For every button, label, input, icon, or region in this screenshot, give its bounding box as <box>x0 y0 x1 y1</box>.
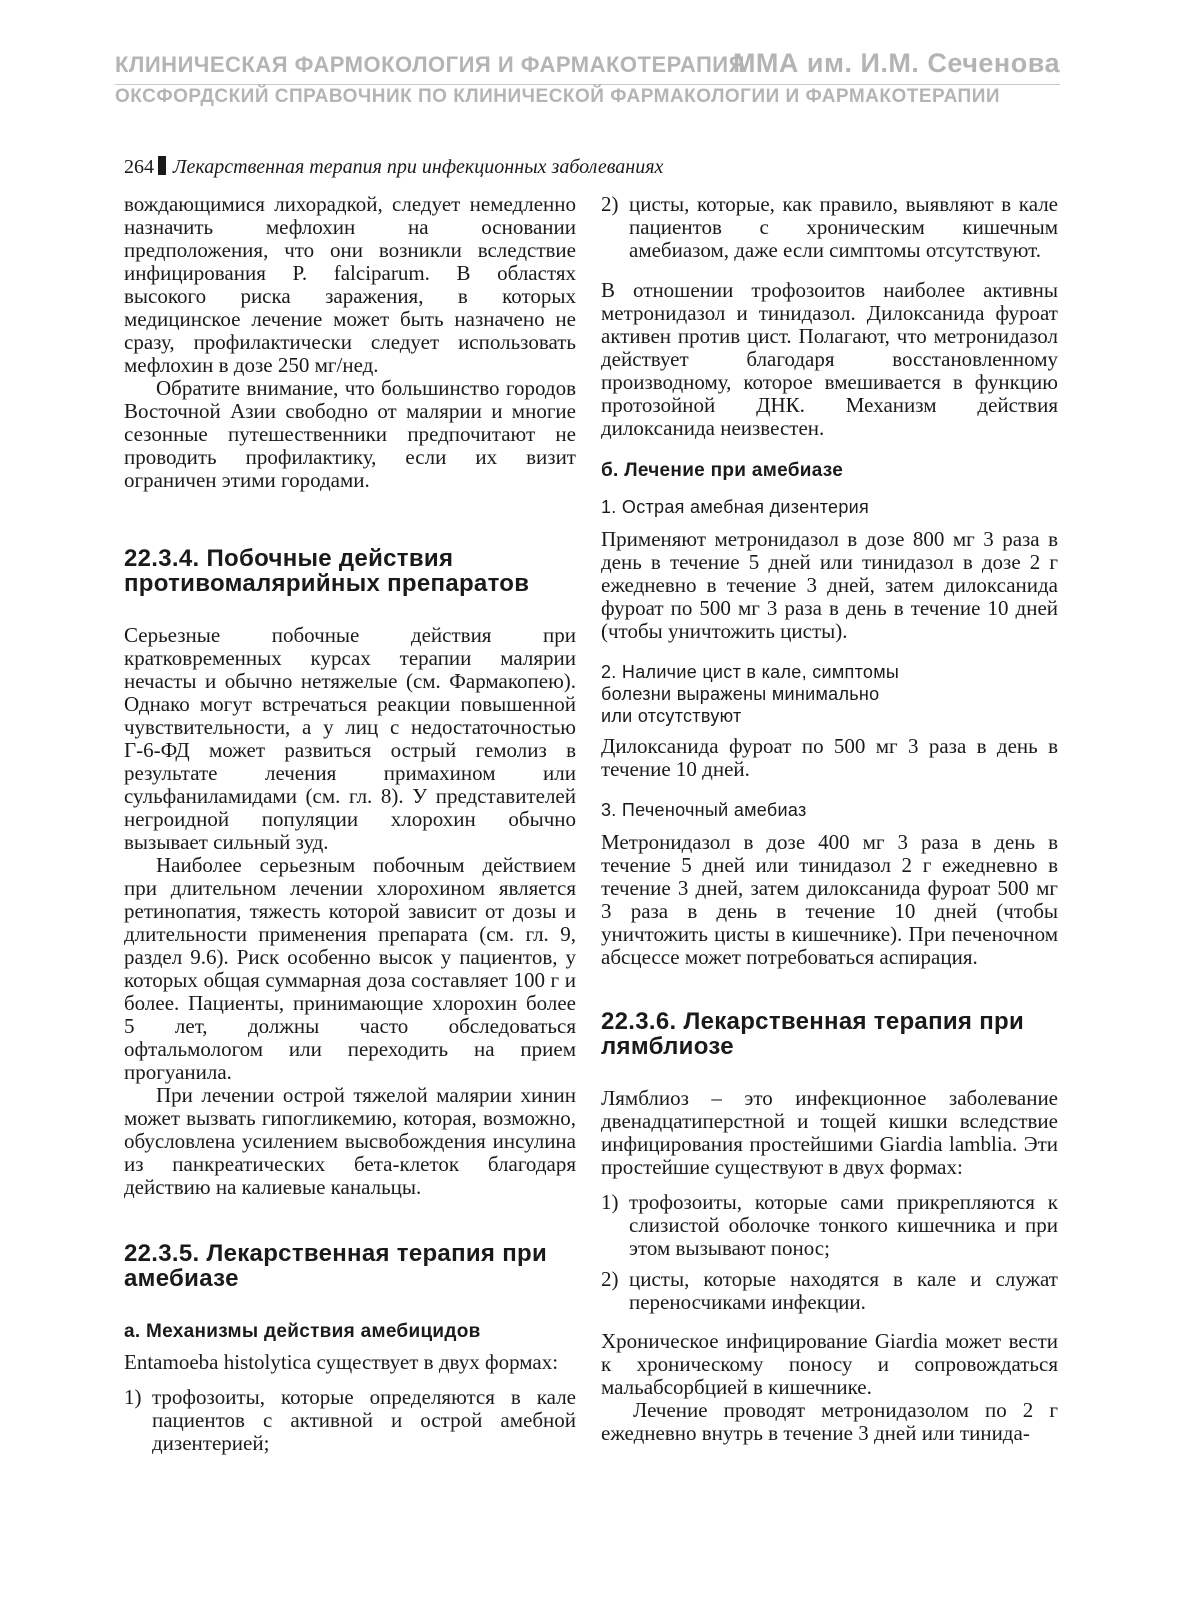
list-text: цисты, которые находятся в кале и служат переносчиками инфекции. <box>629 1267 1058 1314</box>
header-book-title: ОКСФОРДСКИЙ СПРАВОЧНИК ПО КЛИНИЧЕСКОЙ ФАРМАКОЛОГИИ И ФАРМАКОТЕРАПИИ <box>115 86 1001 107</box>
list-item <box>601 1268 1058 1314</box>
paragraph: Метронидазол в дозе 400 мг 3 раза в день в течение 5 дней или тинидазол 2 г ежедневно в течение 3 дней, затем дилоксанида фуроат 500 мг 3 раза в день в течение 10 дней (чтобы уничтожить цисты в кишечнике). При печеночном абсцессе может потребоваться аспирация. <box>601 830 1058 969</box>
list-text: трофозоиты, которые сами прикрепляются к слизистой оболочке тонкого кишечника и при этом вызывают понос; <box>629 1190 1058 1260</box>
paragraph: В отношении трофозоитов наиболее активны метронидазол и тинидазол. Дилоксанида фуроат активен против цист. Полагают, что метронидазол действует благодаря восстановленному производному, которое вмешивается в функцию протозойной ДНК. Механизм действия дилоксанида неизвестен. <box>601 278 1058 440</box>
list-number: 2) <box>601 192 619 216</box>
list-item <box>601 193 1058 262</box>
list-number: 1) <box>124 1385 142 1409</box>
numbered-heading: 1. Острая амебная дизентерия <box>601 497 870 517</box>
paragraph: Серьезные побочные действия при кратковременных курсах терапии малярии нечасты и обычно нетяжелые (см. Фармакопею). Однако могут встречаться реакции повышенной чувствительности, а у лиц с недостаточностью Г-6-ФД может развиться острый гемолиз в результате лечения примахином или сульфаниламидами (см. гл. 8). У представителей негроидной популяции хлорохин обычно вызывает сильный зуд. <box>124 623 576 854</box>
section-heading-22-3-6: 22.3.6. Лекарственная терапия при лямблиозе <box>601 1008 1025 1060</box>
paragraph: Применяют метронидазол в дозе 800 мг 3 раза в день в течение 5 дней или тинидазол в дозе 2 г ежедневно в течение 3 дней, затем дилоксанида фуроат по 500 мг 3 раза в день в течение 10 дней (чтобы уничтожить цисты). <box>601 527 1058 643</box>
running-head <box>124 156 663 179</box>
numbered-heading-line: болезни выражены минимально <box>601 684 880 704</box>
paragraph: Хроническое инфицирование Giardia может вести к хроническому поносу и сопровождаться мальабсорбцией в кишечнике. <box>601 1329 1058 1399</box>
list-text: цисты, которые, как правило, выявляют в кале пациентов с хроническим кишечным амебиазом, даже если симптомы отсутствуют. <box>629 192 1058 262</box>
list-number: 1) <box>601 1190 619 1214</box>
paragraph: Лечение проводят метронидазолом по 2 г ежедневно внутрь в течение 3 дней или тинида- <box>601 1398 1058 1445</box>
running-head-marker <box>158 156 166 175</box>
paragraph: вождающимися лихорадкой, следует немедленно назначить мефлохин на основании предположения, что они возникли вследствие инфицирования P. falciparum. В областях высокого риска заражения, в которых медицинское лечение может быть назначено не сразу, профилактически следует использовать мефлохин в дозе 250 мг/нед. <box>124 192 576 377</box>
header-course-title: КЛИНИЧЕСКАЯ ФАРМОКОЛОГИЯ И ФАРМАКОТЕРАПИЯ <box>115 52 745 77</box>
numbered-heading <box>601 661 1058 727</box>
paragraph: Лямблиоз – это инфекционное заболевание двенадцатиперстной и тощей кишки вследствие инфицирования простейшими Giardia lamblia. Эти простейшие существуют в двух формах: <box>601 1086 1058 1179</box>
paragraph: Обратите внимание, что большинство городов Восточной Азии свободно от малярии и многие сезонные путешественники предпочитают не проводить профилактику, если их визит ограничен этими городами. <box>124 376 576 492</box>
paragraph: Наиболее серьезным побочным действием при длительном лечении хлорохином является ретинопатия, тяжесть которой зависит от дозы и длительности применения препарата (см. гл. 9, раздел 9.6). Риск особенно высок у пациентов, у которых общая суммарная доза составляет 100 г и более. Пациенты, принимающие хлорохин более 5 лет, должны часто обследоваться офтальмологом или переходить на прием прогуанила. <box>124 853 576 1084</box>
list-item <box>124 1386 576 1455</box>
subheading-b: б. Лечение при амебиазе <box>601 460 844 481</box>
paragraph: Entamoeba histolytica существует в двух формах: <box>124 1350 559 1374</box>
subheading-a: а. Механизмы действия амебицидов <box>124 1321 481 1342</box>
list-number: 2) <box>601 1267 619 1291</box>
right-column <box>601 193 1058 1445</box>
numbered-heading: 3. Печеночный амебиаз <box>601 800 807 820</box>
section-heading-22-3-5: 22.3.5. Лекарственная терапия при амебиазе <box>124 1240 548 1292</box>
page-number: 264 <box>124 156 154 178</box>
list-item <box>601 1191 1058 1260</box>
chapter-title: Лекарственная терапия при инфекционных заболеваниях <box>173 156 664 178</box>
numbered-heading-line: или отсутствуют <box>601 706 742 726</box>
list-text: трофозоиты, которые определяются в кале пациентов с активной и острой амебной дизентерией; <box>152 1385 576 1455</box>
left-column <box>124 193 576 1455</box>
header-institution: ММА им. И.М. Сеченова <box>732 48 1060 78</box>
numbered-heading-line: 2. Наличие цист в кале, симптомы <box>601 662 900 682</box>
publisher-header <box>115 48 1060 85</box>
paragraph: Дилоксанида фуроат по 500 мг 3 раза в день в течение 10 дней. <box>601 734 1058 781</box>
paragraph: При лечении острой тяжелой малярии хинин может вызвать гипогликемию, которая, возможно, обусловлена усилением высвобождения инсулина из панкреатических бета-клеток благодаря действию на калиевые канальцы. <box>124 1083 576 1199</box>
section-heading-22-3-4: 22.3.4. Побочные действия противомалярийных препаратов <box>124 545 530 597</box>
